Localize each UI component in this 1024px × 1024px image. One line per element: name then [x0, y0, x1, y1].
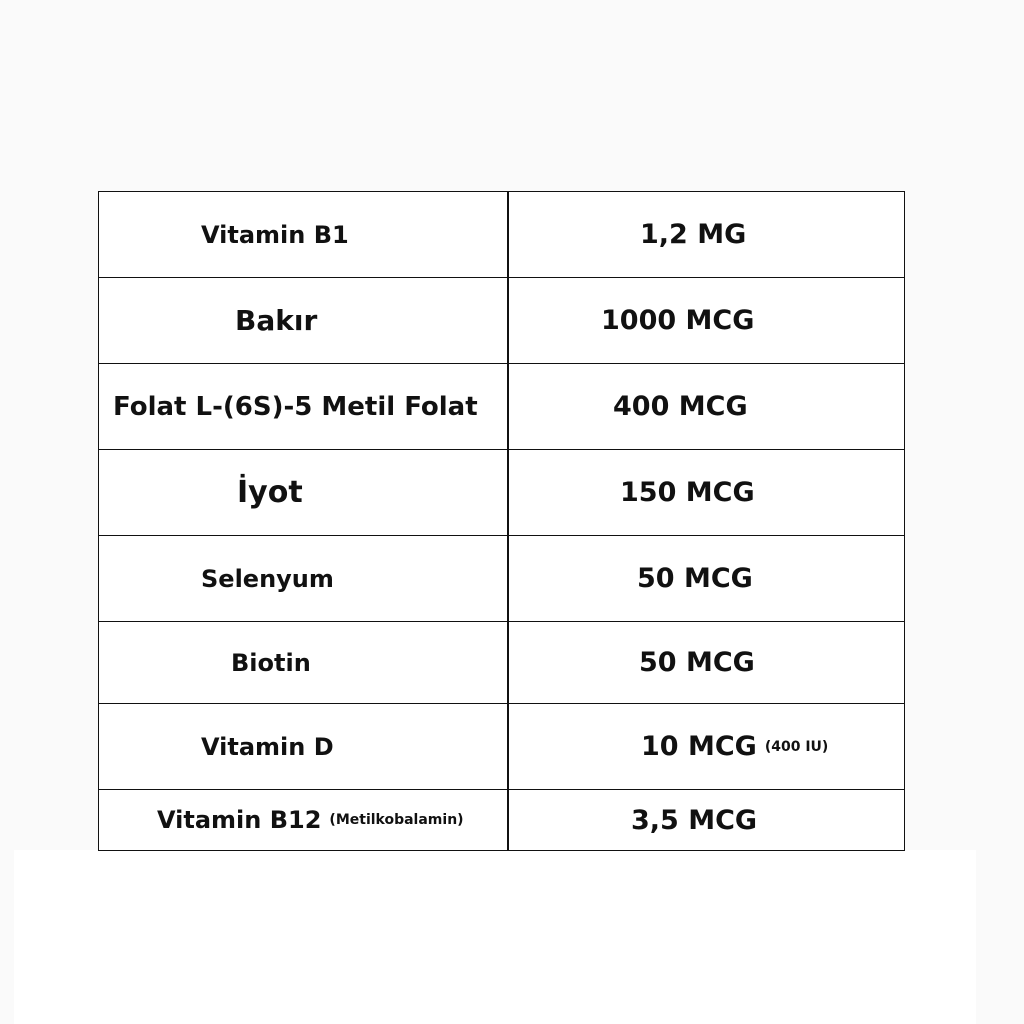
nutrient-name-value: Vitamin B12 — [157, 806, 322, 834]
nutrient-amount-note: (400 IU) — [764, 738, 829, 755]
nutrient-amount: 1000 MCG — [601, 305, 755, 336]
nutrient-amount-value: 10 MCG — [641, 731, 757, 762]
table-row — [99, 364, 904, 450]
nutrient-name: Bakır — [235, 304, 318, 337]
nutrient-table — [98, 191, 905, 851]
table-row — [99, 622, 904, 704]
table-row — [99, 536, 904, 622]
nutrient-amount: 150 MCG — [620, 477, 755, 508]
nutrient-amount: 50 MCG — [637, 563, 753, 594]
table-row — [99, 790, 904, 850]
nutrient-name: Biotin — [231, 648, 311, 677]
table-row — [99, 704, 904, 790]
nutrient-name: Vitamin D — [201, 732, 334, 761]
nutrient-name-note: (Metilkobalamin) — [329, 812, 464, 828]
column-divider — [507, 192, 509, 850]
table-row — [99, 278, 904, 364]
nutrient-name: Folat L-(6S)-5 Metil Folat — [113, 391, 478, 422]
nutrient-amount: 50 MCG — [639, 647, 755, 678]
nutrient-name: Selenyum — [201, 564, 334, 593]
nutrient-amount: 1,2 MG — [640, 219, 747, 250]
table-row — [99, 450, 904, 536]
bottom-panel — [14, 850, 976, 1024]
nutrient-amount: 3,5 MCG — [631, 804, 758, 836]
nutrient-amount: 400 MCG — [613, 391, 748, 422]
nutrient-name: İyot — [237, 475, 303, 510]
nutrient-name: Vitamin B1 — [201, 220, 349, 249]
nutrient-amount — [641, 704, 828, 789]
table-row — [99, 192, 904, 278]
nutrient-name — [157, 790, 464, 850]
